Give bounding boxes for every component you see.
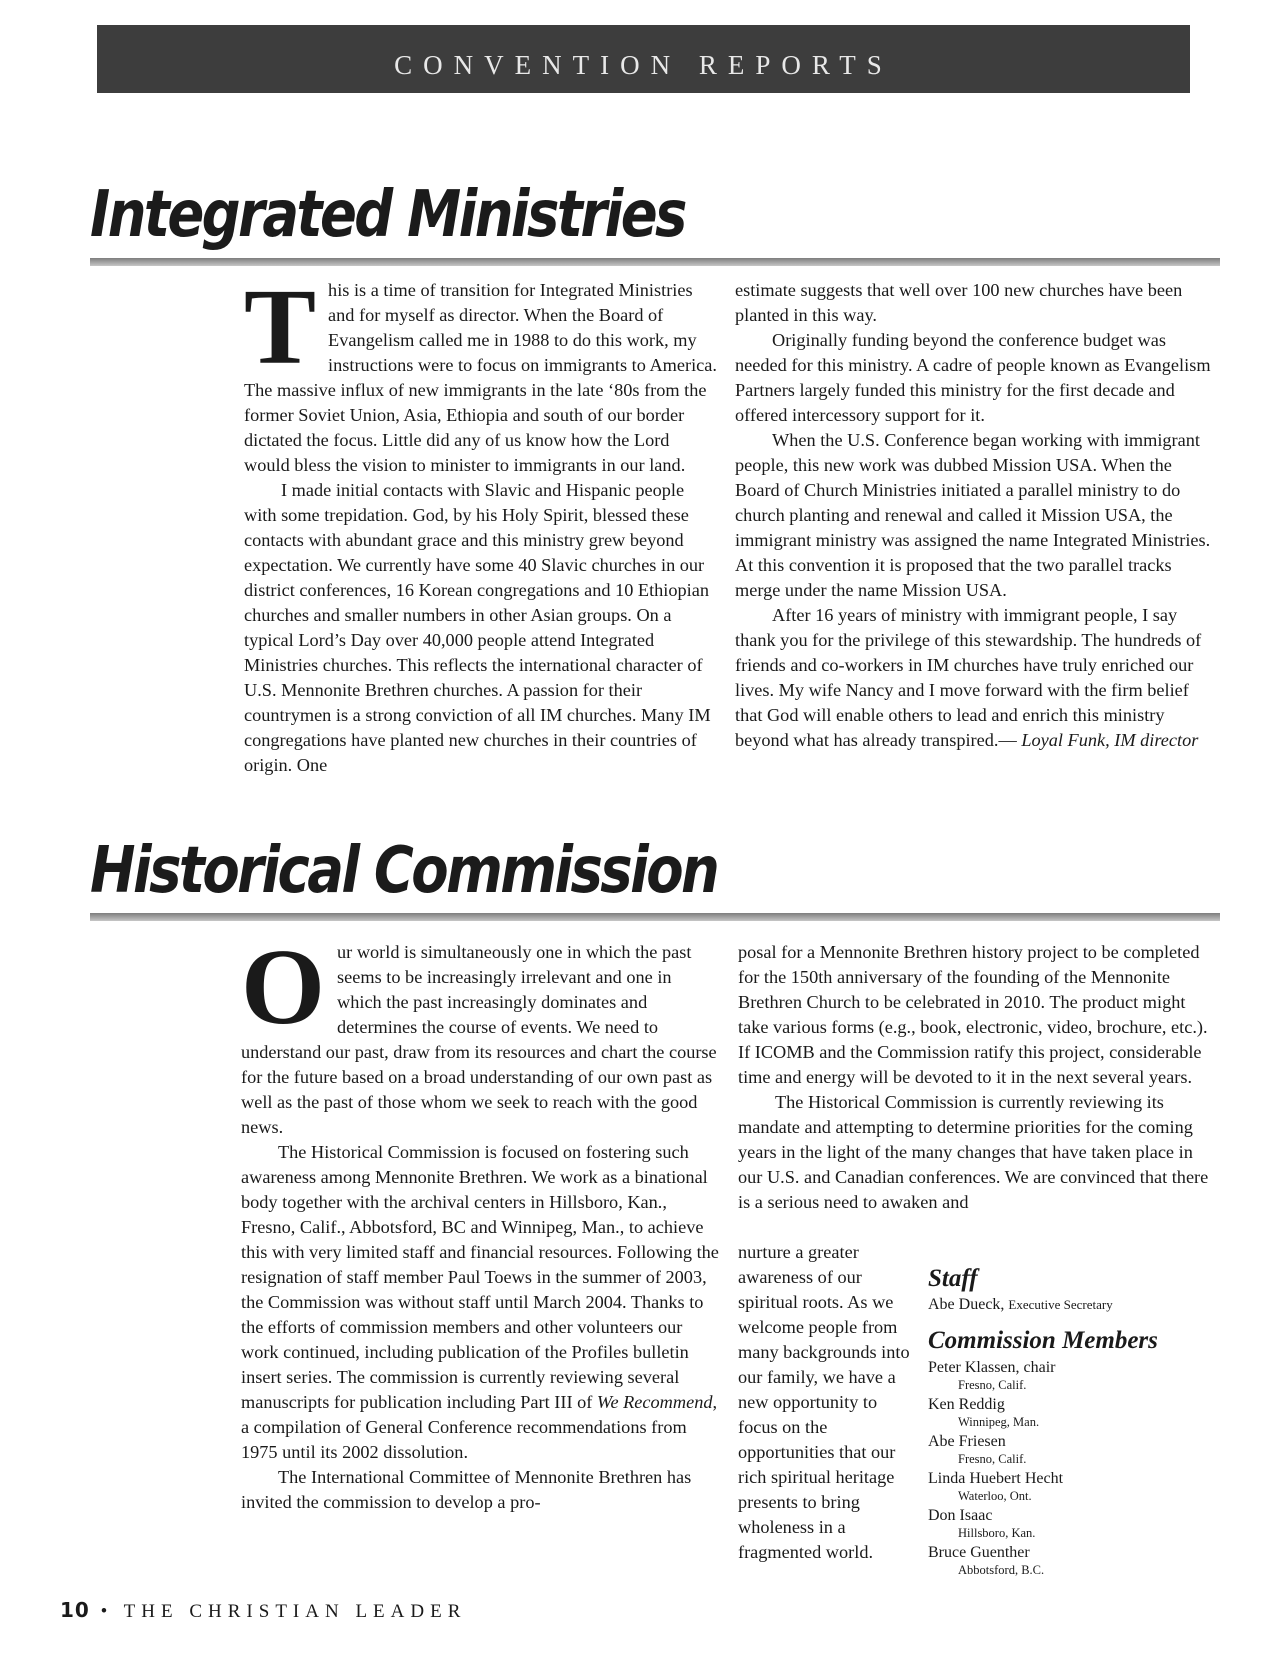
im-paragraph <box>244 268 718 478</box>
im-column-1 <box>244 268 718 778</box>
publication-name: THE CHRISTIAN LEADER <box>123 1601 467 1622</box>
page-number: 10 <box>60 1598 90 1622</box>
commission-credits <box>928 1264 1218 1578</box>
member-entry <box>928 1358 1218 1393</box>
footer-bullet: • <box>100 1601 114 1622</box>
hc-paragraph <box>241 1140 719 1465</box>
hc-paragraph-text: The Historical Commission is focused on fostering such awareness among Mennonite Brethren. We work as a binational body together with the archival centers in Hillsboro, Kan., Fresno, Calif., Abbotsford, BC and Winnipeg, Man., to achieve this with very limited staff and financial resources. Following the resignation of staff member Paul Toews in the summer of 2003, the Commission was without staff until March 2004. Thanks to the efforts of commission members and other volunteers our work continued, including publication of the Profiles bulletin insert series. The commission is currently reviewing several manuscripts for publication including Part III of <box>241 1142 719 1412</box>
staff-entry <box>928 1294 1218 1316</box>
im-paragraph-text: his is a time of transition for Integrated Ministries and for myself as director. When the Board of Evangelism called me in 1988 to do this work, my instructions were to focus on immigrants to America. The massive influx of new immigrants in the late ‘80s from the former Soviet Union, Asia, Ethiopia and south of our border dictated the focus. Little did any of us know how the Lord would bless the vision to minister to immigrants in our land. <box>244 280 717 475</box>
member-name: Abe Friesen <box>928 1433 1006 1450</box>
member-location: Fresno, Calif. <box>958 1378 1027 1392</box>
page-footer <box>60 1598 466 1623</box>
hc-paragraph: posal for a Mennonite Brethren history project to be completed for the 150th anniversary of the founding of the Mennonite Brethren Church to be celebrated in 2010. The product might take various forms (e.g., book, electronic, video, brochure, etc.). If ICOMB and the Commission ratify this project, considerable time and energy will be devoted to it in the next several years. <box>738 942 1208 1087</box>
hc-paragraph: The Historical Commission is currently reviewing its mandate and attempting to determine priorities for the coming years in the light of the many changes that have taken place in our U.S. and Canadian conferences. We are convinced that there is a serious need to awaken and <box>738 1092 1209 1212</box>
member-location: Hillsboro, Kan. <box>958 1526 1036 1540</box>
drop-cap: T <box>244 268 317 387</box>
hc-column-2-narrow <box>738 1240 921 1565</box>
hc-paragraph-text: , a compilation of General Conference recommendations from 1975 until its 2002 dissolution. <box>241 1392 718 1462</box>
member-entry <box>928 1506 1218 1541</box>
hc-paragraph: nurture a greater awareness of our spiritual roots. As we welcome people from many backgrounds into our family, we have a new opportunity to focus on the opportunities that our rich spiritual heritage presents to bring wholeness in a fragmented world. <box>738 1242 910 1562</box>
im-paragraph <box>735 603 1211 753</box>
hc-column-1 <box>241 928 719 1515</box>
hc-paragraph: The International Committee of Mennonite Brethren has invited the commission to develop a pro- <box>241 1467 692 1512</box>
member-name: Linda Huebert Hecht <box>928 1470 1064 1487</box>
staff-heading: Staff <box>928 1265 978 1292</box>
member-name: Ken Reddig <box>928 1396 1005 1413</box>
im-paragraph: estimate suggests that well over 100 new churches have been planted in this way. <box>735 280 1183 325</box>
staff-role: Executive Secretary <box>1008 1297 1113 1312</box>
im-paragraph-text: After 16 years of ministry with immigrant people, I say thank you for the privilege of this stewardship. The hundreds of friends and co-workers in IM churches have truly enriched our lives. My wife Nancy and I move forward with the firm belief that God will enable others to lead and enrich this ministry beyond what has already transpired.— <box>735 605 1202 750</box>
member-entry <box>928 1543 1218 1578</box>
member-name: Bruce Guenther <box>928 1544 1030 1561</box>
member-entry <box>928 1395 1218 1430</box>
im-paragraph: I made initial contacts with Slavic and Hispanic people with some trepidation. God, by his Holy Spirit, blessed these contacts with abundant grace and this ministry grew beyond expectation. We currently have some 40 Slavic churches in our district conferences, 16 Korean congregations and 10 Ethiopian churches and smaller numbers in other Asian groups. On a typical Lord’s Day over 40,000 people attend Integrated Ministries churches. This reflects the international character of U.S. Mennonite Brethren churches. A passion for their countrymen is a strong conviction of all IM churches. Many IM congregations have planted new churches in their countries of origin. One <box>244 480 711 775</box>
im-paragraph: Originally funding beyond the conference budget was needed for this ministry. A cadre of people known as Evangelism Partners largely funded this ministry for the first decade and offered intercessory support for it. <box>735 330 1211 425</box>
section-banner: CONVENTION REPORTS <box>97 25 1190 93</box>
member-entry <box>928 1432 1218 1467</box>
staff-name: Abe Dueck, <box>928 1296 1005 1313</box>
title-rule <box>90 913 1220 921</box>
member-location: Fresno, Calif. <box>958 1452 1027 1466</box>
hc-column-2 <box>738 940 1212 1215</box>
member-name: Don Isaac <box>928 1507 993 1524</box>
hc-paragraph-text: ur world is simultaneously one in which the past seems to be increasingly irrelevant and one in which the past increasingly dominates and determines the course of events. We need to understand our past, draw from its resources and chart the course for the future based on a broad understanding of our own past as well as the past of those whom we seek to reach with the good news. <box>241 942 717 1137</box>
im-paragraph: When the U.S. Conference began working with immigrant people, this new work was dubbed Mission USA. When the Board of Church Ministries initiated a parallel ministry to do church planting and renewal and called it Mission USA, the immigrant ministry was assigned the name Integrated Ministries. At this convention it is proposed that the two parallel tracks merge under the name Mission USA. <box>735 430 1211 600</box>
member-entry <box>928 1469 1218 1504</box>
integrated-ministries-title: Integrated Ministries <box>90 178 685 252</box>
im-signature: Loyal Funk, IM director <box>1021 730 1199 750</box>
member-name: Peter Klassen, chair <box>928 1359 1056 1376</box>
members-heading: Commission Members <box>928 1327 1158 1354</box>
book-title: We Recommend <box>596 1392 713 1412</box>
member-location: Waterloo, Ont. <box>958 1489 1032 1503</box>
member-location: Winnipeg, Man. <box>958 1415 1040 1429</box>
historical-commission-title: Historical Commission <box>90 834 718 908</box>
drop-cap: O <box>241 928 326 1047</box>
title-rule <box>90 258 1220 266</box>
member-location: Abbotsford, B.C. <box>958 1563 1045 1577</box>
hc-paragraph <box>241 928 719 1140</box>
im-column-2 <box>735 278 1211 753</box>
